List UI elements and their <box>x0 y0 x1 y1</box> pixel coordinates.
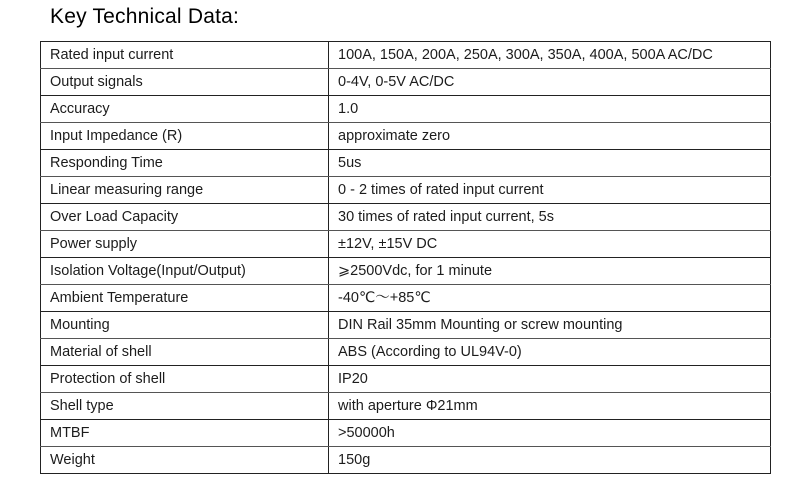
spec-value: ABS (According to UL94V-0) <box>329 339 771 366</box>
spec-value: 5us <box>329 150 771 177</box>
table-row <box>41 285 771 312</box>
spec-label: Protection of shell <box>41 366 329 393</box>
spec-label: Power supply <box>41 231 329 258</box>
table-row <box>41 312 771 339</box>
table-row <box>41 177 771 204</box>
page-title: Key Technical Data: <box>50 5 240 28</box>
table-row <box>41 96 771 123</box>
spec-value: 100A, 150A, 200A, 250A, 300A, 350A, 400A, 500A AC/DC <box>329 42 771 69</box>
table-row <box>41 339 771 366</box>
spec-value: 1.0 <box>329 96 771 123</box>
spec-label: Over Load Capacity <box>41 204 329 231</box>
spec-value: 0 - 2 times of rated input current <box>329 177 771 204</box>
technical-data-table <box>40 41 771 474</box>
spec-value: with aperture Φ21mm <box>329 393 771 420</box>
table-row <box>41 258 771 285</box>
spec-value: approximate zero <box>329 123 771 150</box>
spec-value: 0-4V, 0-5V AC/DC <box>329 69 771 96</box>
table-row <box>41 231 771 258</box>
table-row <box>41 123 771 150</box>
spec-value: DIN Rail 35mm Mounting or screw mounting <box>329 312 771 339</box>
spec-label: Accuracy <box>41 96 329 123</box>
table-row <box>41 447 771 474</box>
spec-label: Linear measuring range <box>41 177 329 204</box>
table-row <box>41 204 771 231</box>
spec-value: -40℃～+85℃ <box>329 285 771 312</box>
spec-label: MTBF <box>41 420 329 447</box>
spec-value: ±12V, ±15V DC <box>329 231 771 258</box>
spec-label: Isolation Voltage(Input/Output) <box>41 258 329 285</box>
spec-value: >50000h <box>329 420 771 447</box>
table-row <box>41 420 771 447</box>
spec-label: Material of shell <box>41 339 329 366</box>
spec-label: Weight <box>41 447 329 474</box>
spec-label: Input Impedance (R) <box>41 123 329 150</box>
spec-value: 30 times of rated input current, 5s <box>329 204 771 231</box>
spec-label: Output signals <box>41 69 329 96</box>
spec-value: 150g <box>329 447 771 474</box>
table-row <box>41 150 771 177</box>
table-row <box>41 393 771 420</box>
table-row <box>41 42 771 69</box>
spec-label: Mounting <box>41 312 329 339</box>
spec-label: Rated input current <box>41 42 329 69</box>
spec-label: Responding Time <box>41 150 329 177</box>
spec-label: Shell type <box>41 393 329 420</box>
table-row <box>41 366 771 393</box>
spec-value: ⩾2500Vdc, for 1 minute <box>329 258 771 285</box>
spec-label: Ambient Temperature <box>41 285 329 312</box>
table-row <box>41 69 771 96</box>
spec-value: IP20 <box>329 366 771 393</box>
